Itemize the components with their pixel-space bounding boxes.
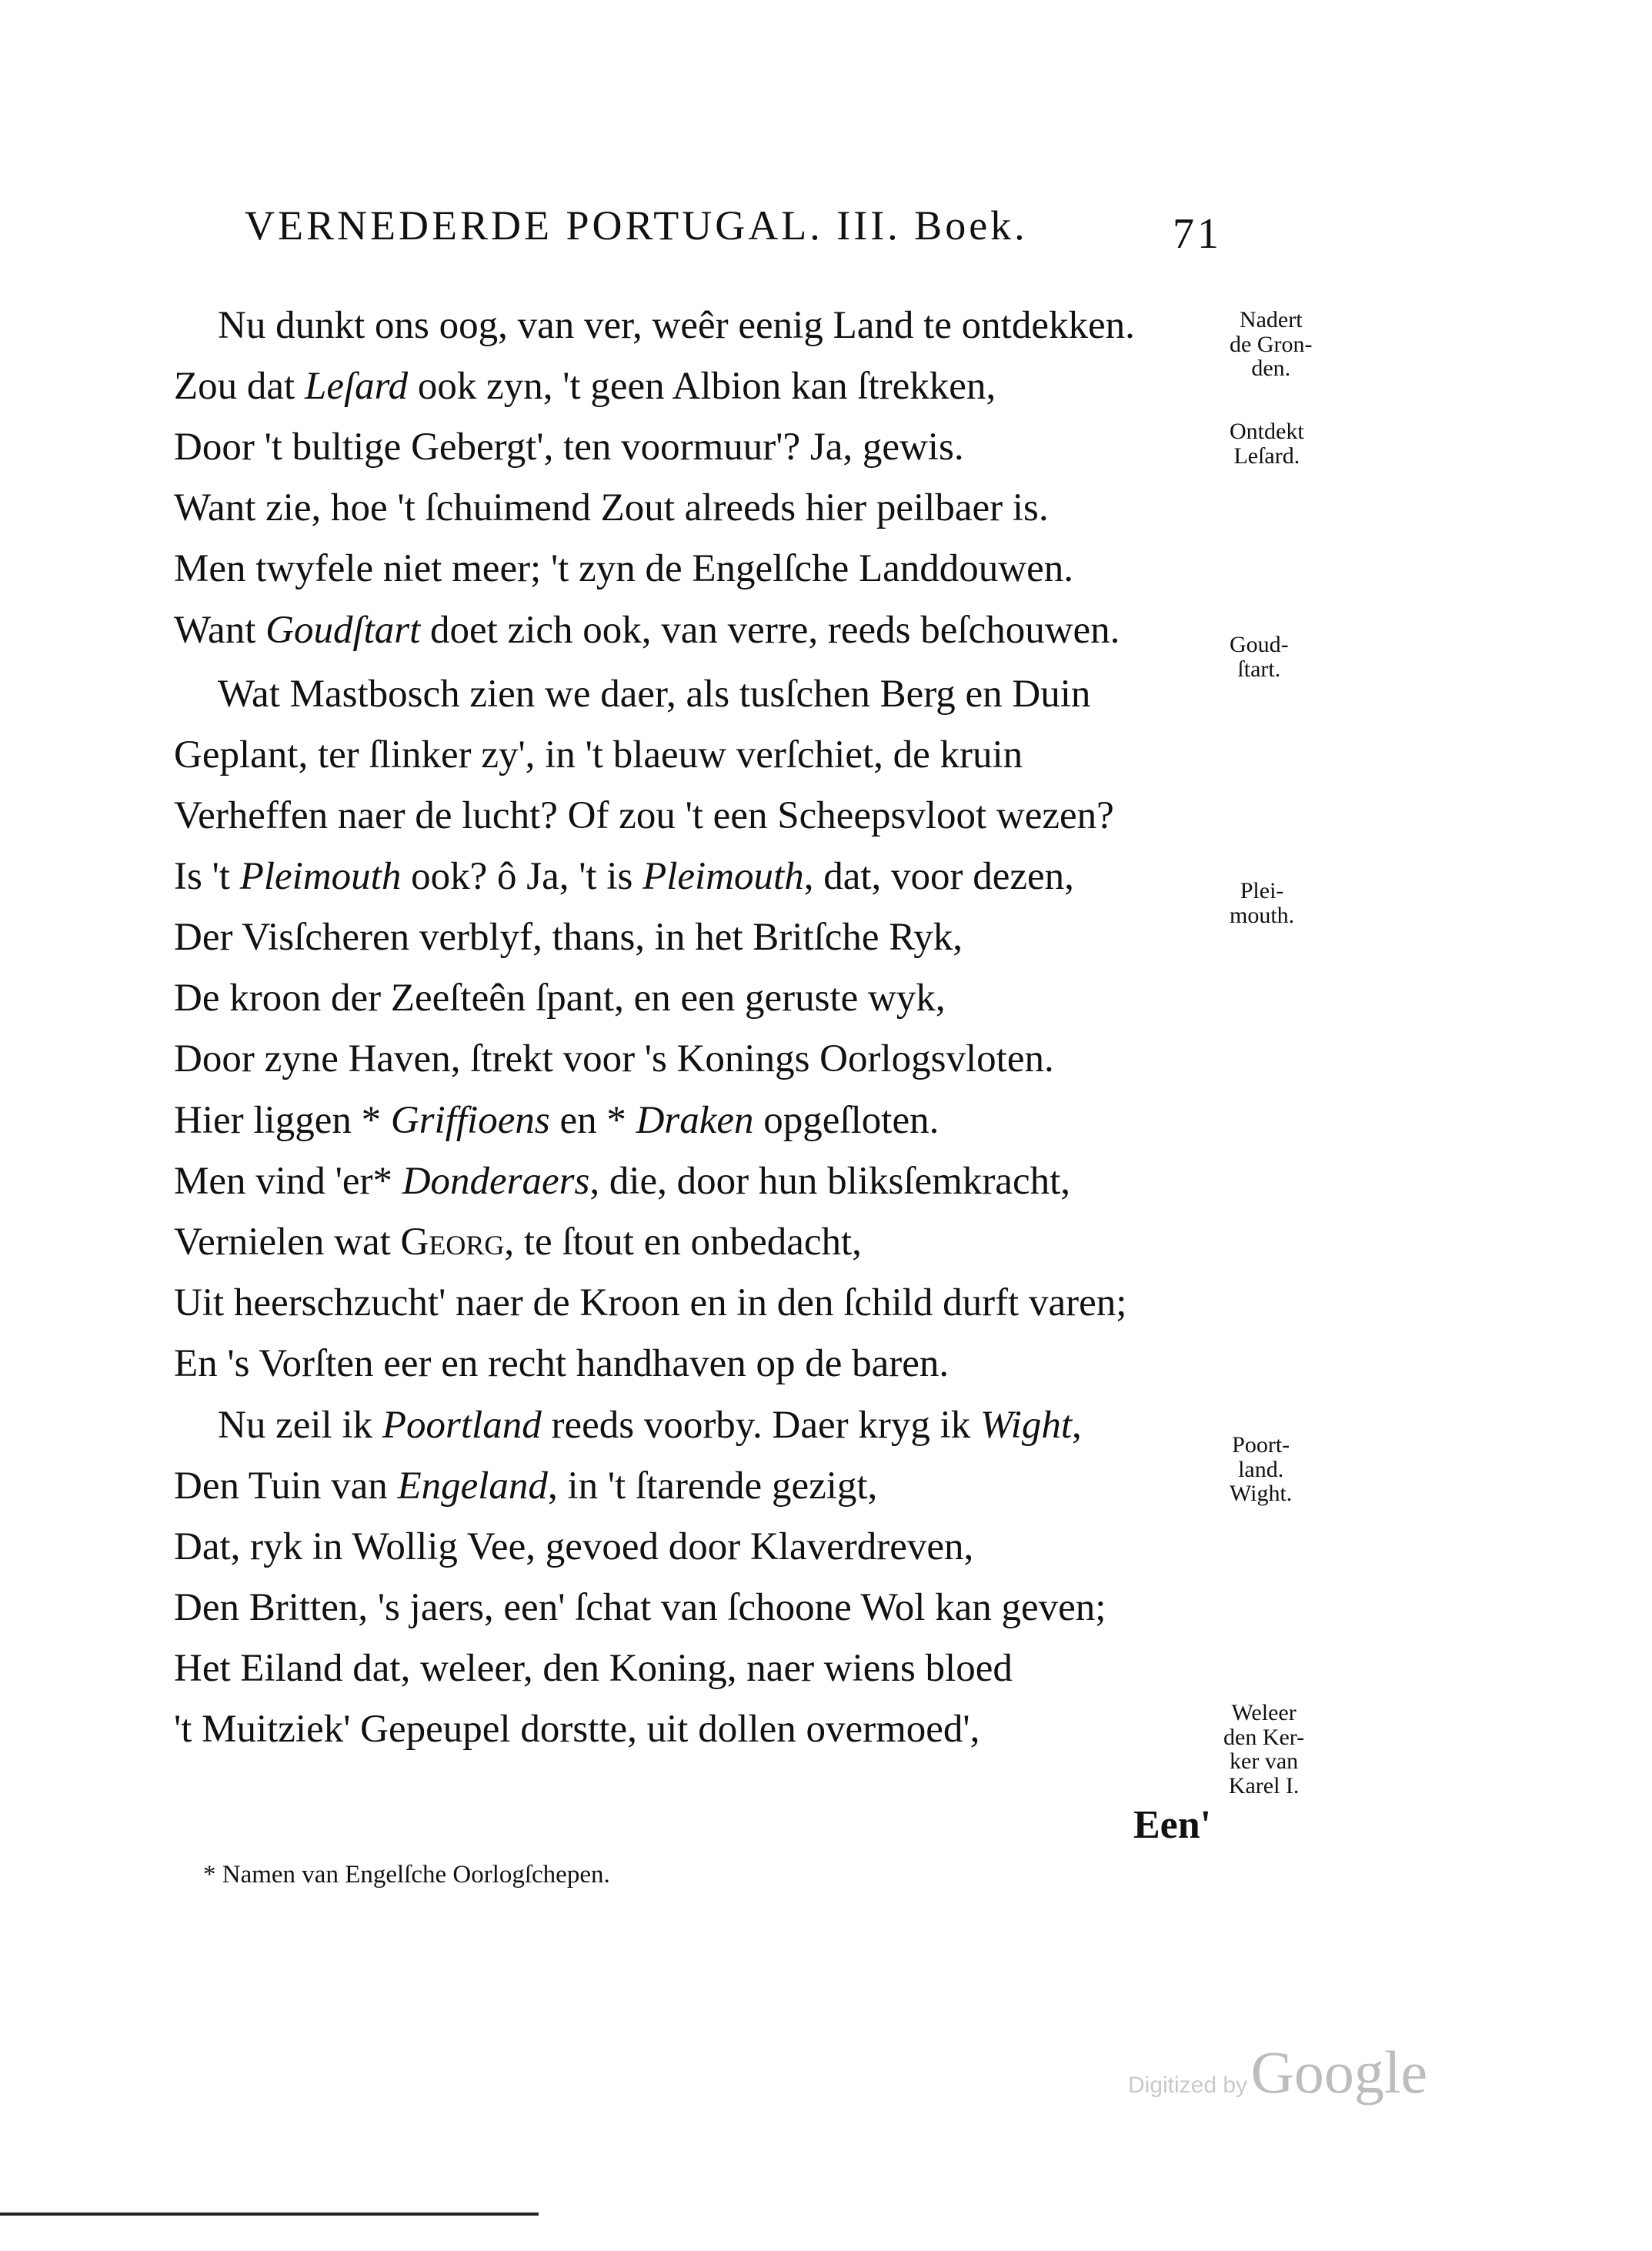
verse-line: Door 't bultige Gebergt', ten voormuur'? Ja, gewis.: [174, 426, 964, 469]
verse-line: Door zyne Haven, ſtrekt voor 's Konings Oorlogsvloten.: [174, 1037, 1054, 1080]
italic-name: Pleimouth: [642, 855, 804, 898]
verse-line: Want zie, hoe 't ſchuimend Zout alreeds hier peilbaer is.: [174, 486, 1049, 529]
margin-note-line: den Ker-: [1223, 1724, 1305, 1750]
margin-note-line: Nadert: [1239, 307, 1303, 332]
verse-line: Nu dunkt ons oog, van ver, weêr eenig Land te ontdekken.: [218, 304, 1135, 347]
verse-line: De kroon der Zeeſteên ſpant, en een geruste wyk,: [174, 977, 946, 1020]
italic-name: Wight: [980, 1404, 1072, 1447]
verse-line: Men twyfele niet meer; 't zyn de Engelſche Landdouwen.: [174, 547, 1074, 590]
verse-line: Hier liggen * Griffioens en * Draken opgeſloten.: [174, 1099, 939, 1142]
verse-line: Is 't Pleimouth ook? ô Ja, 't is Pleimouth, dat, voor dezen,: [174, 855, 1074, 898]
verse-line: Vernielen wat Georg, te ſtout en onbedacht,: [174, 1221, 862, 1264]
verse-line: Het Eiland dat, weleer, den Koning, naer wiens bloed: [174, 1647, 1013, 1690]
italic-name: Pleimouth: [239, 855, 402, 898]
margin-note-line: den.: [1251, 356, 1291, 381]
running-title: VERNEDERDE PORTUGAL. III. Boek.: [245, 202, 1028, 249]
verse-line: Uit heerschzucht' naer de Kroon en in den ſchild durft varen;: [174, 1281, 1127, 1324]
italic-name: Leſard: [304, 365, 409, 408]
verse-line: Den Britten, 's jaers, een' ſchat van ſchoone Wol kan geven;: [174, 1586, 1106, 1629]
margin-note: [1230, 419, 1304, 468]
margin-note: [1223, 1701, 1304, 1798]
margin-note-line: Karel I.: [1228, 1772, 1300, 1798]
italic-name: Engeland: [397, 1464, 548, 1508]
italic-name: Griffioens: [390, 1099, 550, 1142]
italic-name: Goudſtart: [265, 609, 421, 652]
margin-note-line: Poort-: [1232, 1432, 1290, 1458]
google-logo: Google: [1250, 2039, 1428, 2106]
catchword: Een': [1133, 1803, 1212, 1847]
verse-line: Wat Mastbosch zien we daer, als tusſchen Berg en Duin: [218, 673, 1091, 716]
footnote: * Namen van Engelſche Oorlogſchepen.: [203, 1861, 610, 1889]
margin-note: [1230, 1433, 1292, 1506]
italic-name: Donderaers: [402, 1160, 590, 1203]
margin-note: [1230, 879, 1294, 927]
margin-note-line: ſtart.: [1237, 656, 1281, 682]
margin-note-line: de Gron-: [1230, 331, 1313, 357]
verse-line: Verheffen naer de lucht? Of zou 't een Scheepsvloot wezen?: [174, 794, 1114, 837]
verse-line: Want Goudſtart doet zich ook, van verre, reeds beſchouwen.: [174, 609, 1120, 652]
margin-note: [1230, 633, 1289, 681]
margin-note: [1230, 308, 1312, 381]
small-caps-name: Georg: [400, 1221, 505, 1264]
margin-note-line: Goud-: [1230, 632, 1289, 657]
verse-line: Nu zeil ik Poortland reeds voorby. Daer kryg ik Wight,: [218, 1404, 1082, 1447]
margin-note-line: Leſard.: [1233, 443, 1300, 469]
verse-line: Men vind 'er* Donderaers, die, door hun bliksſemkracht,: [174, 1160, 1071, 1203]
verse-line: Dat, ryk in Wollig Vee, gevoed door Klaverdreven,: [174, 1525, 974, 1568]
margin-note-line: Wight.: [1230, 1481, 1293, 1506]
italic-name: Draken: [636, 1099, 754, 1142]
italic-name: Poortland: [382, 1404, 542, 1447]
verse-line: 't Muitziek' Gepeupel dorstte, uit dollen overmoed',: [174, 1708, 980, 1751]
margin-note-line: land.: [1238, 1456, 1284, 1482]
verse-line: Der Visſcheren verblyf, thans, in het Britſche Ryk,: [174, 916, 963, 959]
digitized-watermark: [1128, 2038, 1427, 2107]
verse-line: En 's Vorſten eer en recht handhaven op de baren.: [174, 1342, 949, 1385]
bottom-rule: [0, 2213, 539, 2216]
margin-note-line: ker van: [1230, 1748, 1299, 1774]
margin-note-line: Ontdekt: [1230, 419, 1304, 444]
page-number: 71: [1173, 210, 1222, 258]
margin-note-line: Weleer: [1231, 1700, 1297, 1725]
verse-line: Den Tuin van Engeland, in 't ſtarende gezigt,: [174, 1464, 878, 1508]
watermark-prefix: Digitized by: [1128, 2072, 1248, 2098]
margin-note-line: Plei-: [1240, 878, 1284, 903]
verse-line: Zou dat Leſard ook zyn, 't geen Albion kan ſtrekken,: [174, 365, 996, 408]
running-header: [245, 202, 1222, 258]
verse-line: Geplant, ter ſlinker zy', in 't blaeuw verſchiet, de kruin: [174, 733, 1023, 776]
margin-note-line: mouth.: [1230, 902, 1295, 928]
